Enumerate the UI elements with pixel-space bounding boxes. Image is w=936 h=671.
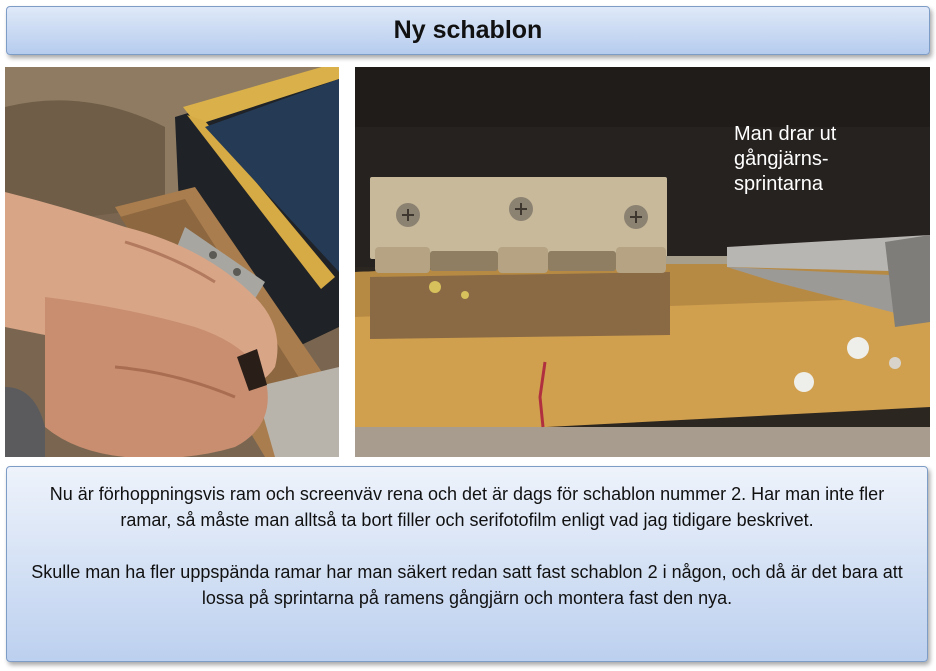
slide-title-bar xyxy=(6,6,930,55)
photo-hands-frame xyxy=(5,67,339,457)
photo-hands-frame-illustration xyxy=(5,67,339,457)
photo-caption: Man drar ut gångjärns- sprintarna xyxy=(734,123,837,195)
photo-hinge-closeup xyxy=(355,67,930,457)
paragraph-2: Skulle man ha fler uppspända ramar har man säkert redan satt fast schablon 2 i någon, och då är det bara att lossa på sprintarna på ramens gångjärn och montera fast den nya. xyxy=(31,562,903,608)
paragraph-1: Nu är förhoppningsvis ram och screenväv rena och det är dags för schablon nummer 2. Har man inte fler ramar, så måste man alltså ta bort filler och serifotofilm enligt vad jag tidigare beskrivet. xyxy=(49,484,885,530)
slide-title: Ny schablon xyxy=(393,16,543,44)
description-text-box xyxy=(6,466,928,662)
